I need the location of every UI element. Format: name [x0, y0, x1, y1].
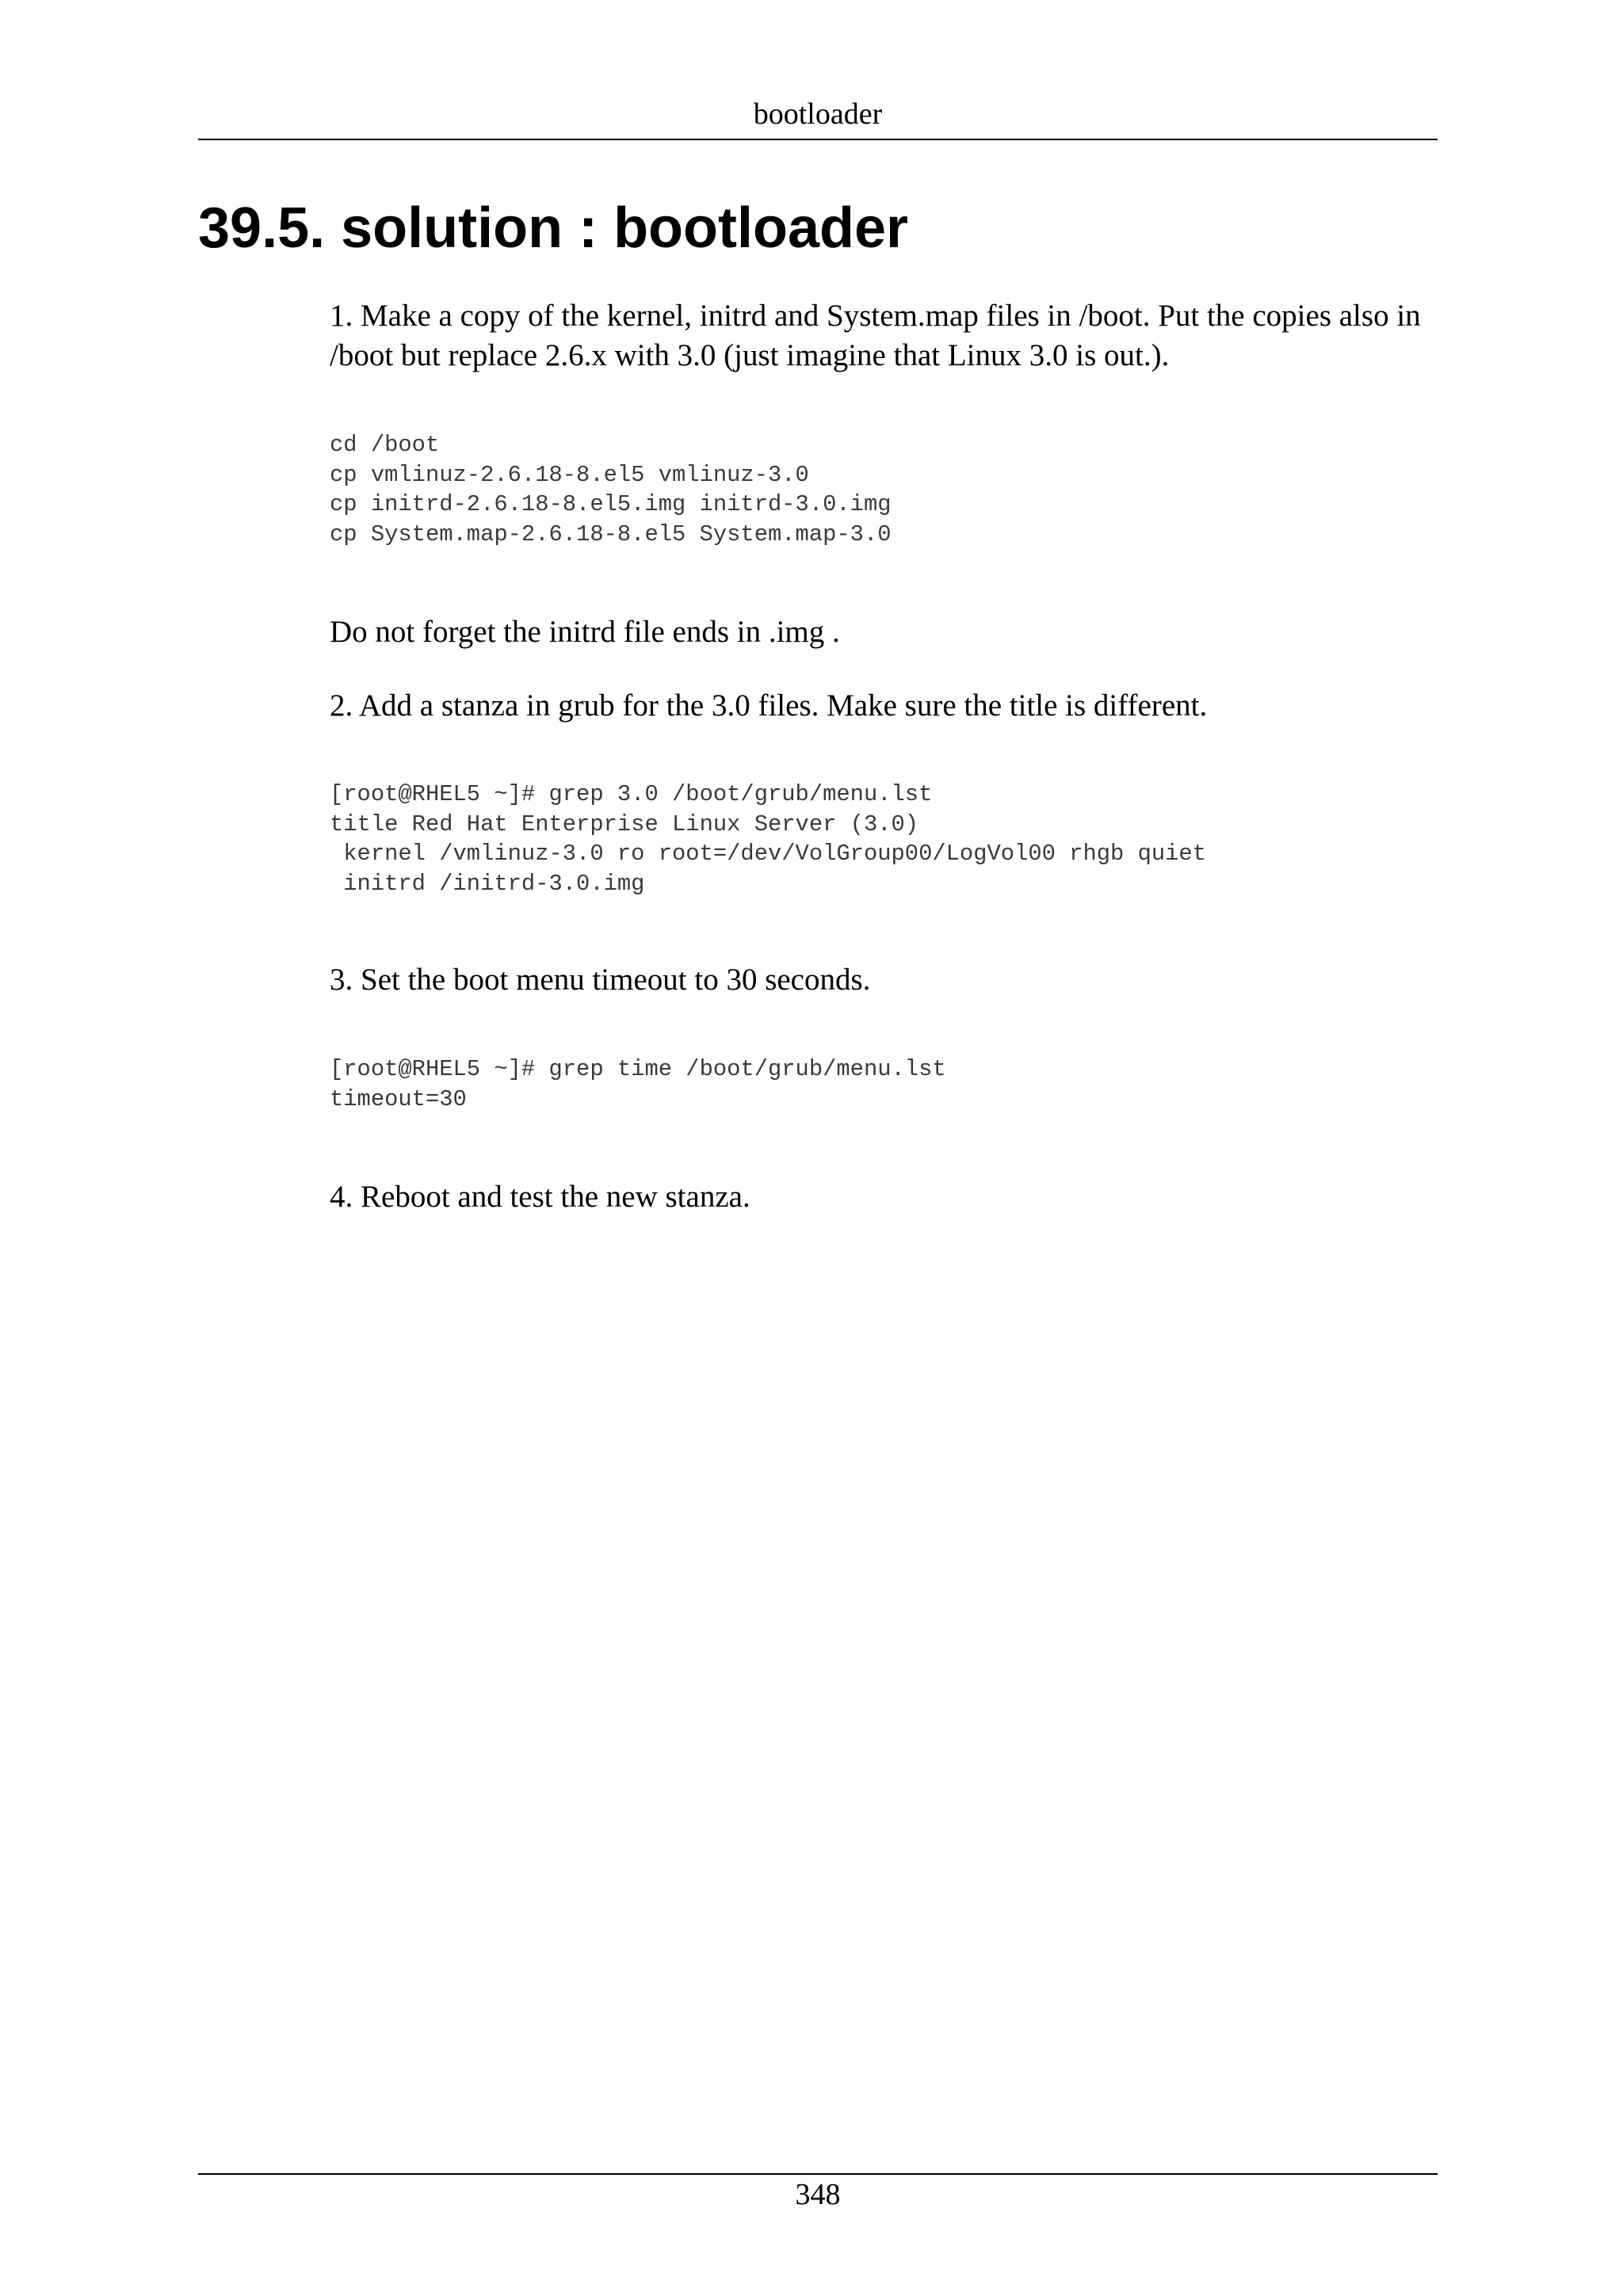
page-number: 348 — [795, 2178, 841, 2211]
step-1-note: Do not forget the initrd file ends in .img . — [330, 615, 840, 649]
section-title: 39.5. solution : bootloader — [198, 196, 909, 260]
step-3-text: 3. Set the boot menu timeout to 30 seconds. — [330, 963, 871, 997]
step-2-code-block: [root@RHEL5 ~]# grep 3.0 /boot/grub/menu.lst title Red Hat Enterprise Linux Server (3.0) kernel /vmlinuz-3.0 ro root=/dev/VolGroup00/LogVol00 rhgb quiet initrd /initrd-3.0.img — [330, 781, 1206, 897]
step-1-code-block: cd /boot cp vmlinuz-2.6.18-8.el5 vmlinuz-3.0 cp initrd-2.6.18-8.el5.img initrd-3.0.img cp System.map-2.6.18-8.el5 System.map-3.0 — [330, 432, 892, 547]
step-1-text: 1. Make a copy of the kernel, initrd and System.map files in /boot. Put the copies also in /boot but replace 2.6.x with 3.0 (just imagine that Linux 3.0 is out.). — [330, 299, 1421, 372]
step-3-code-block: [root@RHEL5 ~]# grep time /boot/grub/menu.lst timeout=30 — [330, 1056, 946, 1112]
running-header: bootloader — [753, 97, 883, 131]
step-2-text: 2. Add a stanza in grub for the 3.0 files. Make sure the title is different. — [330, 688, 1208, 723]
step-4-text: 4. Reboot and test the new stanza. — [330, 1180, 750, 1214]
header-rule — [198, 139, 1438, 140]
